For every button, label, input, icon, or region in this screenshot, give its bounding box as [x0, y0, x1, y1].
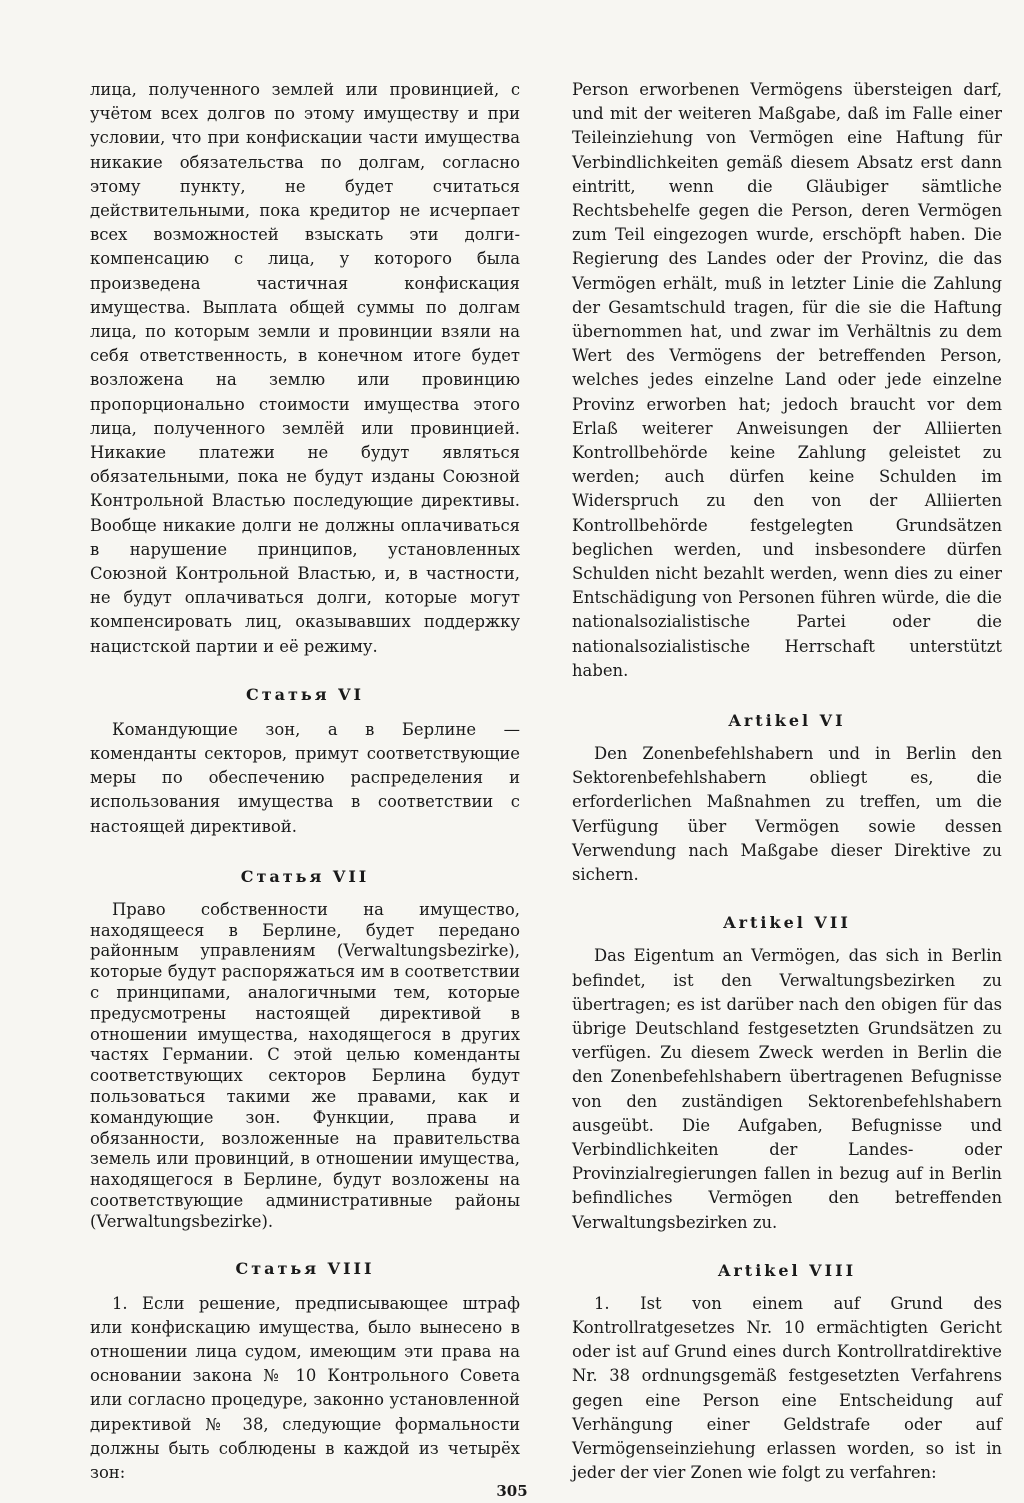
paragraph-article-7: Право собственности на имущество, находящееся в Берлине, будет передано районным управлениям (Verwaltungsbezirke), которые будут распоряжаться им в соответствии с принципами, аналогичными тем, которые предусмотрены настоящей директивой в отношении имущества, находящегося в других частях Германии. С этой целью коменданты соответствующих секторов Берлина будут пользоваться такими же правами, как и командующие зон. Функции, права и обязанности, возложенные на правительства земель или провинций, в отношении имущества, находящегося в Берлине, будут возложены на соответствующие административные районы (Verwaltungsbezirke). [90, 899, 520, 1231]
heading-article-8: Статья VIII [235, 1258, 375, 1278]
paragraph-article-7: Das Eigentum an Vermögen, das sich in Berlin befindet, ist den Verwaltungsbezirken zu übertragen; es ist darüber nach den obigen für das übrige Deutschland festgesetzten Grundsätzen zu verfügen. Zu diesem Zweck werden in Berlin die den Zonenbefehlshabern übertragenen Befugnisse von den zuständigen Sektorenbefehlshabern ausgeübt. Die Aufgaben, Befugnisse und Verbindlichkeiten der Landes- oder Provinzialregierungen fallen in bezug auf in Berlin befindliches Vermögen den betreffenden Verwaltungsbezirken zu. [572, 946, 1002, 1232]
heading-article-6: Статья VI [245, 684, 365, 704]
heading-article-7: Статья VII [240, 866, 370, 886]
heading-article-6: Artikel VI [728, 711, 846, 731]
heading-article-7: Artikel VII [723, 913, 851, 933]
paragraph-continued: лица, полученного землей или провинцией, с учётом всех долгов по этому имуществу и при условии, что при конфискации части имущества никакие обязательства по долгам, согласно этому пункту, не будет считаться действительными, пока кредитор не исчерпает всех возможностей взыскать эти долги-компенсацию с лица, у которого была произведена частичная конфискация имущества. Выплата общей суммы по долгам лица, по которым земли и провинции взяли на себя ответственность, в конечном итоге будет возложена на землю или провинцию пропорционально стоимости имущества этого лица, полученного землёй или провинцией. Никакие платежи не будут являться обязательными, пока не будут изданы Союзной Контрольной Властью последующие директивы. Вообще никакие долги не должны оплачиваться в нарушение принципов, установленных Союзной Контрольной Властью, и, в частности, не будут оплачиваться долги, которые могут компенсировать лиц, оказывавших поддержку нацистской партии и её режиму. [90, 80, 520, 656]
paragraph-article-8: 1. Если решение, предписывающее штраф или конфискацию имущества, было вынесено в отношении лица судом, имеющим эти права на основании закона № 10 Контрольного Совета или согласно процедуре, законно установленной директивой № 38, следующие формальности должны быть соблюдены в каждой из четырёх зон: [90, 1293, 520, 1483]
paragraph-article-6: Den Zonenbefehlshabern und in Berlin den Sektorenbefehlshabern obliegt es, die erforderlichen Maßnahmen zu treffen, um die Verfügung über Vermögen sowie dessen Verwendung nach Maßgabe dieser Direktive zu sichern. [572, 744, 1002, 885]
left-column-russian [90, 78, 520, 1485]
right-column-german [572, 78, 1002, 1485]
paragraph-article-8: 1. Ist von einem auf Grund des Kontrollratgesetzes Nr. 10 ermächtigten Gericht oder ist auf Grund eines durch Kontrollratdirektive Nr. 38 ordnungsgemäß festgesetzten Verfahrens gegen eine Person eine Entscheidung auf Verhängung einer Geldstrafe oder auf Vermögenseinziehung erlassen worden, so ist in jeder der vier Zonen wie folgt zu verfahren: [572, 1293, 1002, 1483]
heading-article-8: Artikel VIII [717, 1260, 857, 1280]
paragraph-continued: Person erworbenen Vermögens übersteigen darf, und mit der weiteren Maßgabe, daß im Falle einer Teileinziehung von Vermögen eine Haftung für Verbindlichkeiten gemäß diesem Absatz erst dann eintritt, wenn die Gläubiger sämtliche Rechtsbehelfe gegen die Person, deren Vermögen zum Teil eingezogen wurde, erschöpft haben. Die Regierung des Landes oder der Provinz, die das Vermögen erhält, muß in letzter Linie die Zahlung der Gesamtschuld tragen, für die sie die Haftung übernommen hat, und zwar im Verhältnis zu dem Wert des Vermögens der betreffenden Person, welches jedes einzelne Land oder jede einzelne Provinz erworben hat; jedoch braucht vor dem Erlaß weiterer Anweisungen der Alliierten Kontrollbehörde keine Zahlung geleistet zu werden; auch dürfen keine Schulden im Widerspruch zu den von der Alliierten Kontrollbehörde festgelegten Grundsätzen beglichen werden, und insbesondere dürfen Schulden nicht bezahlt werden, wenn dies zu einer Entschädigung von Personen führen würde, die die nationalsozialistische Partei oder die nationalsozialistische Herrschaft unterstützt haben. [572, 80, 1002, 680]
page-number: 305 [496, 1482, 528, 1500]
paragraph-article-6: Командующие зон, а в Берлине — коменданты секторов, примут соответствующие меры по обеспечению распределения и использования имущества в соответствии с настоящей директивой. [90, 719, 520, 836]
